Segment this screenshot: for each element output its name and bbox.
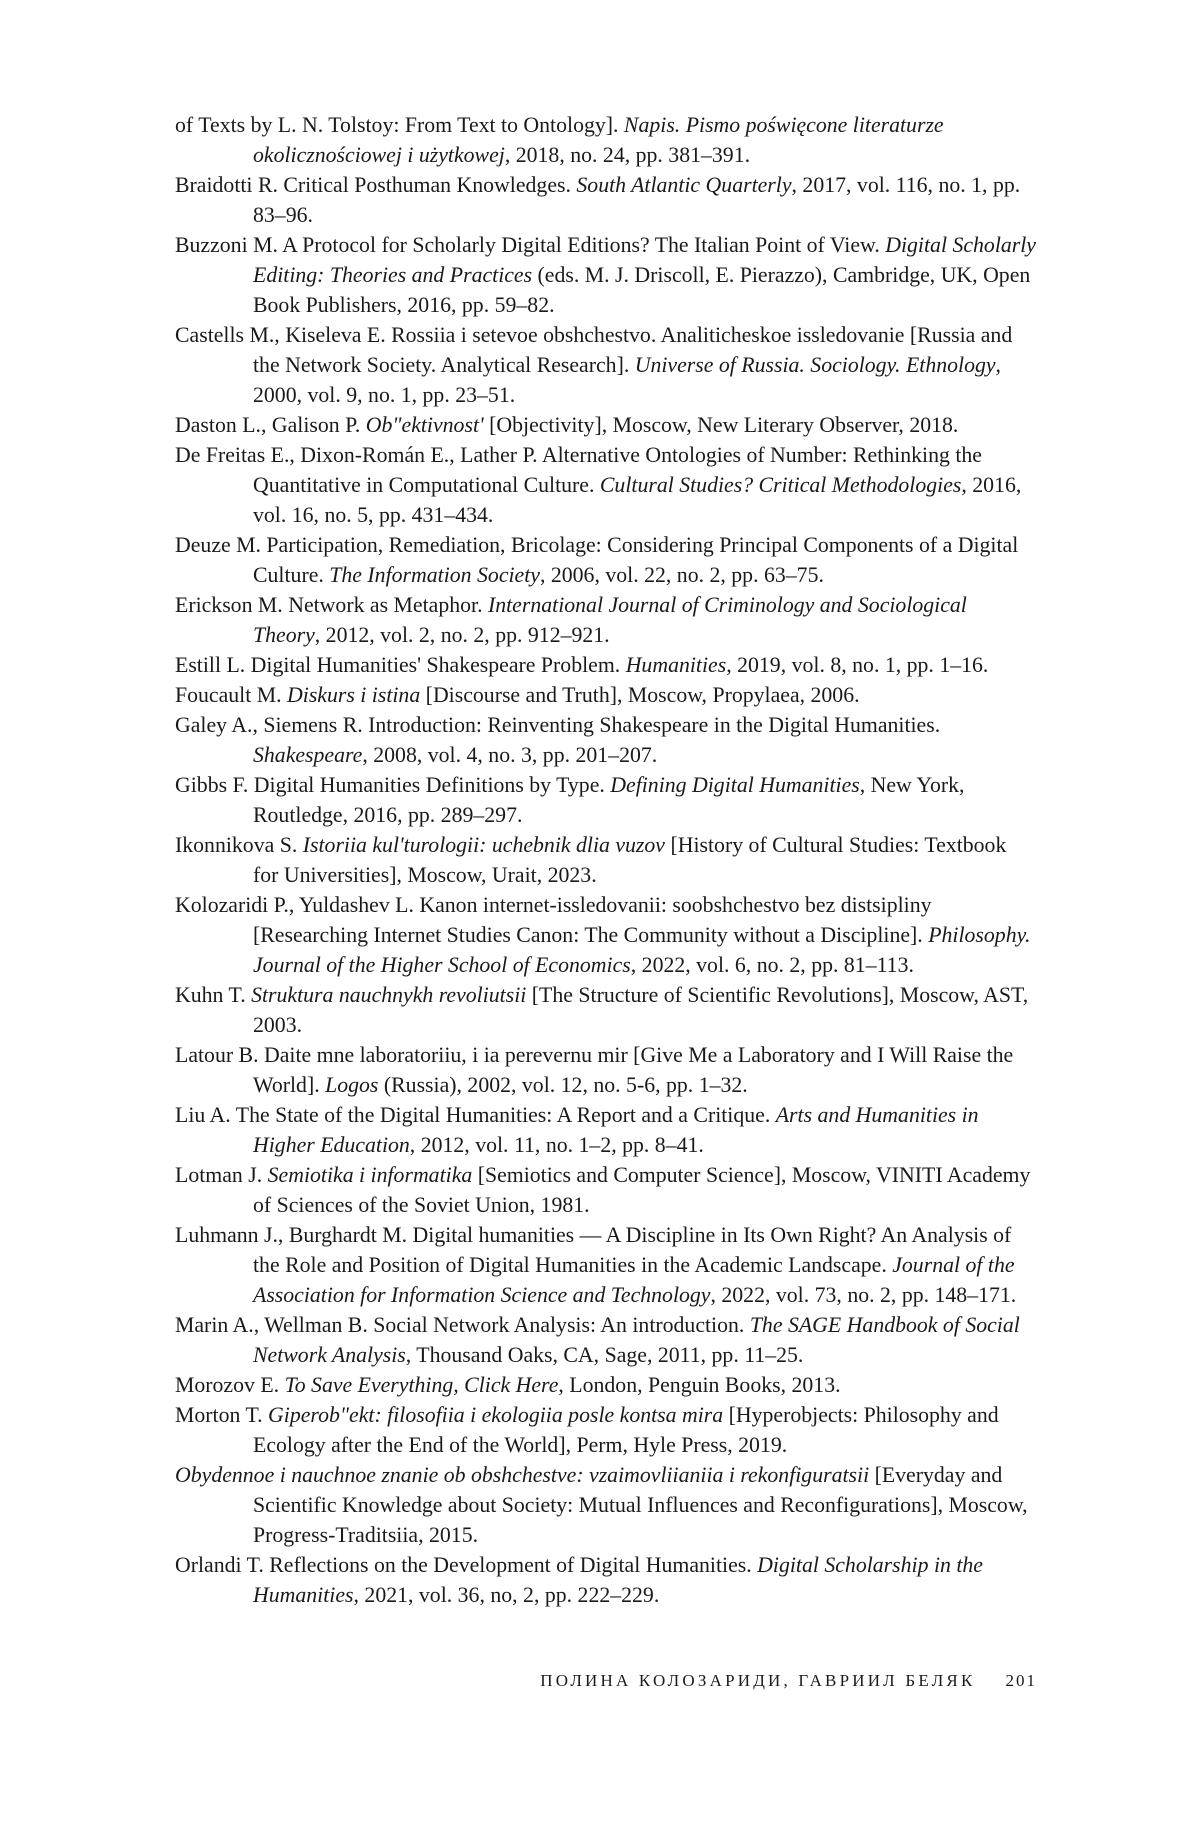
reference-text: , Thousand Oaks, CA, Sage, 2011, pp. 11–25.	[405, 1343, 804, 1367]
reference-text: Galey A., Siemens R. Introduction: Reinventing Shakespeare in the Digital Humanities.	[175, 713, 941, 737]
reference-title-italic: The SAGE Handbook of Social Network Analysis	[253, 1313, 1020, 1367]
reference-text: Ikonnikova S.	[175, 833, 303, 857]
running-footer	[175, 1671, 1037, 1691]
reference-title-italic: Universe of Russia. Sociology. Ethnology	[634, 353, 996, 377]
reference-text: , 2016, vol. 16, no. 5, pp. 431–434.	[253, 473, 1022, 527]
reference-text: Kuhn T.	[175, 983, 252, 1007]
reference-text: Deuze M. Participation, Remediation, Bricolage: Considering Principal Components of a Digital Culture.	[175, 533, 1019, 587]
reference-title-italic: Cultural Studies? Critical Methodologies	[599, 473, 962, 497]
reference-text: , 2012, vol. 11, no. 1–2, pp. 8–41.	[409, 1133, 704, 1157]
reference-text: of Texts by L. N. Tolstoy: From Text to Ontology].	[175, 113, 624, 137]
reference-text: , 2019, vol. 8, no. 1, pp. 1–16.	[726, 653, 989, 677]
reference-text: Morton T.	[175, 1403, 269, 1427]
reference-text: Kolozaridi P., Yuldashev L. Kanon internet-issledovanii: soobshchestvo bez distsipliny [Researching Internet Studies Canon: The Community without a Discipline].	[175, 893, 932, 947]
reference-text: [History of Cultural Studies: Textbook for Universities], Moscow, Urait, 2023.	[253, 833, 1007, 887]
reference-text: , New York, Routledge, 2016, pp. 289–297.	[253, 773, 965, 827]
reference-text: , 2008, vol. 4, no. 3, pp. 201–207.	[362, 743, 658, 767]
reference-entry	[175, 980, 1037, 1040]
reference-title-italic: To Save Everything, Click Here	[284, 1373, 559, 1397]
reference-entry	[175, 1220, 1037, 1310]
reference-text: Luhmann J., Burghardt M. Digital humanities — A Discipline in Its Own Right? An Analysis of the Role and Position of Digital Humanities in the Academic Landscape.	[175, 1223, 1012, 1277]
reference-entry	[175, 890, 1037, 980]
reference-entry	[175, 830, 1037, 890]
reference-list	[175, 110, 1037, 1610]
reference-title-italic: Digital Scholarly Editing: Theories and Practices	[253, 233, 1036, 287]
reference-text: Foucault M.	[175, 683, 288, 707]
reference-text: , 2022, vol. 73, no. 2, pp. 148–171.	[710, 1283, 1017, 1307]
reference-text: Morozov E.	[175, 1373, 285, 1397]
reference-entry	[175, 440, 1037, 530]
reference-title-italic: Ob"ektivnost'	[365, 413, 484, 437]
reference-text: , 2000, vol. 9, no. 1, pp. 23–51.	[253, 353, 1001, 407]
reference-title-italic: Logos	[325, 1073, 379, 1097]
reference-entry	[175, 650, 1037, 680]
reference-title-italic: Defining Digital Humanities	[610, 773, 860, 797]
page-number: 201	[1005, 1671, 1037, 1690]
reference-entry	[175, 170, 1037, 230]
reference-text: , 2018, no. 24, pp. 381–391.	[504, 143, 751, 167]
reference-title-italic: International Journal of Criminology and Sociological Theory	[253, 593, 967, 647]
reference-title-italic: Semiotika i informatika	[267, 1163, 473, 1187]
reference-title-italic: Journal of the Association for Information Science and Technology	[253, 1253, 1015, 1307]
reference-text: Lotman J.	[175, 1163, 268, 1187]
reference-title-italic: Shakespeare	[253, 743, 363, 767]
reference-entry	[175, 230, 1037, 320]
reference-entry	[175, 1550, 1037, 1610]
reference-text: Marin A., Wellman B. Social Network Analysis: An introduction.	[175, 1313, 750, 1337]
reference-entry	[175, 1370, 1037, 1400]
reference-entry	[175, 320, 1037, 410]
reference-entry	[175, 590, 1037, 650]
reference-text: [Everyday and Scientific Knowledge about Society: Mutual Influences and Reconfigurations], Moscow, Progress-Traditsiia, 2015.	[253, 1463, 1028, 1547]
reference-title-italic: Philosophy. Journal of the Higher School of Economics	[253, 923, 1031, 977]
reference-text: [Objectivity], Moscow, New Literary Observer, 2018.	[483, 413, 959, 437]
reference-text: Gibbs F. Digital Humanities Definitions by Type.	[175, 773, 611, 797]
reference-title-italic: Struktura nauchnykh revoliutsii	[251, 983, 527, 1007]
reference-text: , 2017, vol. 116, no. 1, pp. 83–96.	[253, 173, 1021, 227]
reference-entry	[175, 1400, 1037, 1460]
reference-text: [Hyperobjects: Philosophy and Ecology after the End of the World], Perm, Hyle Press, 2019.	[253, 1403, 999, 1457]
reference-text: [Discourse and Truth], Moscow, Propylaea, 2006.	[420, 683, 860, 707]
reference-text: Buzzoni M. A Protocol for Scholarly Digital Editions? The Italian Point of View.	[175, 233, 886, 257]
reference-text: Latour B. Daite mne laboratoriiu, i ia perevernu mir [Give Me a Laboratory and I Will Raise the World].	[175, 1043, 1014, 1097]
reference-entry	[175, 1040, 1037, 1100]
reference-entry	[175, 530, 1037, 590]
reference-title-italic: Digital Scholarship in the Humanities	[253, 1553, 983, 1607]
reference-text: Braidotti R. Critical Posthuman Knowledges.	[175, 173, 577, 197]
reference-title-italic: Diskurs i istina	[287, 683, 421, 707]
reference-text: [The Structure of Scientific Revolutions], Moscow, AST, 2003.	[253, 983, 1029, 1037]
reference-text: Castells M., Kiseleva E. Rossiia i setevoe obshchestvo. Analiticheskoe issledovanie [Russia and the Network Society. Analytical Research].	[175, 323, 1013, 377]
footer-authors: ПОЛИНА КОЛОЗАРИДИ, ГАВРИИЛ БЕЛЯК	[540, 1671, 976, 1690]
reference-text: , 2021, vol. 36, no, 2, pp. 222–229.	[353, 1583, 660, 1607]
reference-title-italic: Istoriia kul'turologii: uchebnik dlia vuzov	[302, 833, 665, 857]
reference-title-italic: Giperob"ekt: filosofiia i ekologiia posle kontsa mira	[268, 1403, 724, 1427]
reference-entry	[175, 1310, 1037, 1370]
reference-entry	[175, 1460, 1037, 1550]
reference-text: (Russia), 2002, vol. 12, no. 5-6, pp. 1–32.	[378, 1073, 748, 1097]
reference-text: Estill L. Digital Humanities' Shakespeare Problem.	[175, 653, 626, 677]
reference-text: Erickson M. Network as Metaphor.	[175, 593, 488, 617]
reference-text: (eds. M. J. Driscoll, E. Pierazzo), Cambridge, UK, Open Book Publishers, 2016, pp. 59–82.	[253, 263, 1031, 317]
reference-text: , 2022, vol. 6, no. 2, pp. 81–113.	[630, 953, 914, 977]
reference-title-italic: Obydennoe i nauchnoe znanie ob obshchestve: vzaimovliianiia i rekonfiguratsii	[175, 1463, 870, 1487]
reference-title-italic: Humanities	[625, 653, 727, 677]
reference-text: , London, Penguin Books, 2013.	[558, 1373, 841, 1397]
reference-entry	[175, 770, 1037, 830]
reference-title-italic: Napis. Pismo poświęcone literaturze okolicznościowej i użytkowej	[253, 113, 944, 167]
reference-entry	[175, 110, 1037, 170]
reference-title-italic: The Information Society	[329, 563, 540, 587]
reference-text: , 2006, vol. 22, no. 2, pp. 63–75.	[539, 563, 824, 587]
reference-title-italic: South Atlantic Quarterly	[576, 173, 792, 197]
reference-entry	[175, 680, 1037, 710]
reference-text: [Semiotics and Computer Science], Moscow, VINITI Academy of Sciences of the Soviet Union, 1981.	[253, 1163, 1031, 1217]
reference-text: Liu A. The State of the Digital Humanities: A Report and a Critique.	[175, 1103, 776, 1127]
reference-entry	[175, 710, 1037, 770]
reference-text: Daston L., Galison P.	[175, 413, 366, 437]
reference-text: Orlandi T. Reflections on the Development of Digital Humanities.	[175, 1553, 758, 1577]
reference-entry	[175, 410, 1037, 440]
reference-text: De Freitas E., Dixon-Román E., Lather P. Alternative Ontologies of Number: Rethinking the Quantitative in Computational Culture.	[175, 443, 982, 497]
reference-text: , 2012, vol. 2, no. 2, pp. 912–921.	[314, 623, 610, 647]
reference-entry	[175, 1160, 1037, 1220]
reference-title-italic: Arts and Humanities in Higher Education	[253, 1103, 979, 1157]
reference-entry	[175, 1100, 1037, 1160]
